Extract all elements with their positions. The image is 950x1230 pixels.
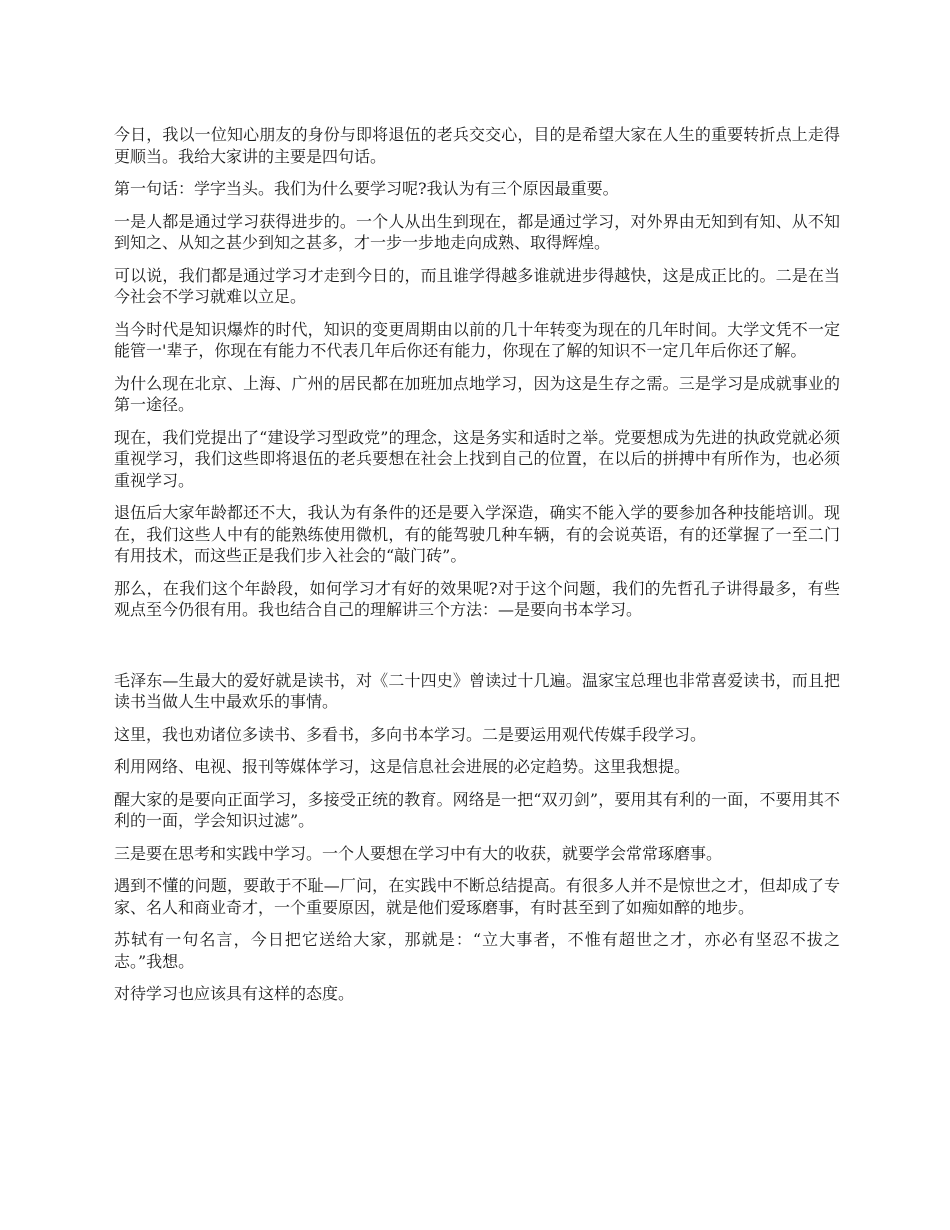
paragraph: 利用网络、电视、报刊等媒体学习，这是信息社会进展的必定趋势。这里我想提。	[114, 757, 691, 776]
paragraph: 这里，我也劝诸位多读书、多看书，多向书本学习。二是要运用观代传媒手段学习。	[114, 724, 707, 744]
paragraph: 为什么现在北京、上海、广州的居民都在加班加点地学习，因为这是生存之需。三是学习是成就事业的第一途径。	[114, 373, 840, 414]
paragraph: 当今时代是知识爆炸的时代，知识的变更周期由以前的几十年转变为现在的几年时间。大学文凭不一定能管一'辈子，你现在有能力不代表几年后你还有能力，你现在了解的知识不一定几年后你还了解。	[114, 319, 840, 360]
paragraph: 现在，我们党提出了“建设学习型政党”的理念，这是务实和适时之举。党要想成为先进的执政党就必须重视学习，我们这些即将退伍的老兵要想在社会上找到自己的位置，在以后的拼搏中有所作为，也必须重视学习。	[114, 427, 840, 490]
section-one	[114, 124, 840, 621]
paragraph: 可以说，我们都是通过学习才走到今日的，而且谁学得越多谁就进步得越快，这是成正比的。二是在当今社会不学习就难以立足。	[114, 265, 840, 306]
paragraph: 今日，我以一位知心朋友的身份与即将退伍的老兵交交心，目的是希望大家在人生的重要转折点上走得更顺当。我给大家讲的主要是四句话。	[114, 125, 840, 166]
paragraph: 三是要在思考和实践中学习。一个人要想在学习中有大的收获，就要学会常常琢磨事。	[114, 843, 723, 863]
paragraph: 第一句话：学字当头。我们为什么要学习呢?我认为有三个原因最重要。	[114, 179, 619, 198]
paragraph: 遇到不懂的问题，要敢于不耻—厂问，在实践中不断总结提高。有很多人并不是惊世之才，但却成了专家、名人和商业奇才，一个重要原因，就是他们爱琢磨事，有时甚至到了如痴如醉的地步。	[114, 876, 840, 917]
paragraph: 那么，在我们这个年龄段，如何学习才有好的效果呢?对于这个问题，我们的先哲孔子讲得最多，有些观点至今仍很有用。我也结合自己的理解讲三个方法：—是要向书本学习。	[114, 578, 840, 619]
paragraph: 一是人都是通过学习获得进步的。一个人从出生到现在，都是通过学习，对外界由无知到有知、从不知到知之、从知之甚少到知之甚多，才一步一步地走向成熟、取得辉煌。	[114, 211, 840, 252]
paragraph: 退伍后大家年龄都还不大，我认为有条件的还是要入学深造，确实不能入学的要参加各种技能培训。现在，我们这些人中有的能熟练使用微机，有的能驾驶几种车辆，有的会说英语，有的还掌握了一至二门有用技术，而这些正是我们步入社会的“敲门砖”。	[114, 503, 840, 565]
paragraph: 对待学习也应该具有这样的态度。	[114, 984, 355, 1003]
section-gap	[114, 632, 840, 670]
paragraph: 毛泽东—生最大的爱好就是读书，对《二十四史》曾读过十几遍。温家宝总理也非常喜爱读书，而且把读书当做人生中最欢乐的事情。	[114, 670, 840, 711]
section-two	[114, 670, 840, 1005]
paragraph: 苏轼有一句名言，今日把它送给大家，那就是：“立大事者，不惟有超世之才，亦必有坚忍不拔之志。”我想。	[114, 930, 840, 971]
paragraph: 醒大家的是要向正面学习，多接受正统的教育。网络是一把“双刃剑”，要用其有利的一面，不要用其不利的一面，学会知识过滤”。	[114, 789, 840, 830]
document-page	[114, 124, 840, 1016]
